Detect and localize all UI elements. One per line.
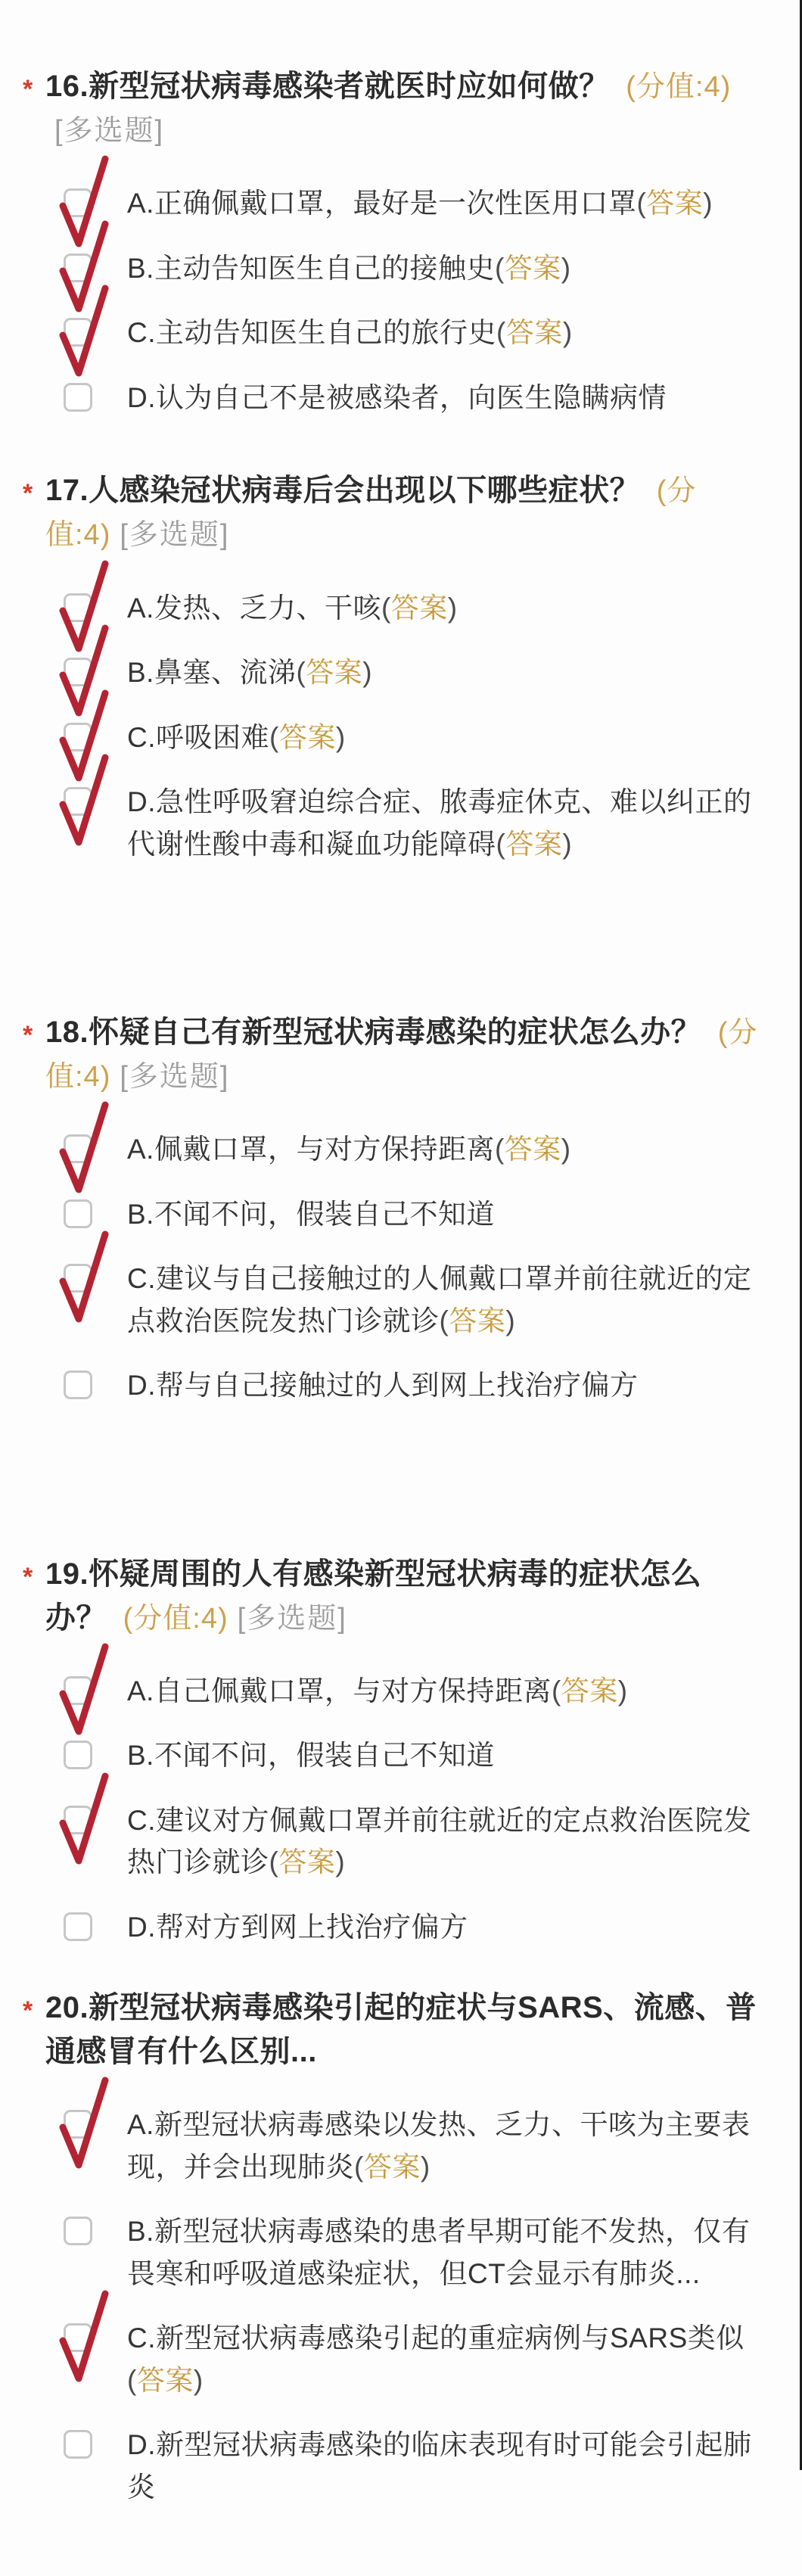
- question-19: [23, 1552, 758, 1949]
- option-text: B.新型冠状病毒感染的患者早期可能不发热，仅有畏寒和呼吸道感染症状，但CT会显示有肺炎...: [127, 2216, 751, 2289]
- question-17: [23, 468, 758, 865]
- option-text: D.急性呼吸窘迫综合症、脓毒症休克、难以纠正的代谢性酸中毒和凝血功能障碍(答案): [127, 786, 752, 860]
- option-row[interactable]: [64, 312, 758, 354]
- answer-tag: (答案): [494, 252, 571, 284]
- checkmark-icon: [57, 2073, 113, 2173]
- score-label: (分值:4): [626, 71, 732, 104]
- question-text: 新型冠状病毒感染引起的症状与SARS、流感、普通感冒有什么区别...: [45, 1991, 757, 2069]
- answer-tag: (答案): [269, 721, 346, 753]
- option-row[interactable]: [64, 587, 758, 630]
- question-type-badge: [多选题]: [237, 1602, 347, 1635]
- option-row[interactable]: [64, 247, 758, 290]
- answer-tag: (答案): [496, 317, 573, 349]
- checkbox[interactable]: [64, 593, 92, 622]
- option-row[interactable]: [64, 2317, 758, 2401]
- option-row[interactable]: [64, 1734, 758, 1777]
- required-mark: *: [23, 1996, 33, 2026]
- checkmark-icon: [57, 281, 113, 381]
- question-number: 18.: [45, 1016, 89, 1050]
- answer-tag: (答案): [636, 188, 713, 219]
- question-text: 新型冠状病毒感染者就医时应如何做？: [89, 70, 610, 104]
- checkbox[interactable]: [64, 1199, 92, 1228]
- option-row[interactable]: [64, 1906, 758, 1949]
- answer-tag: (答案): [551, 1675, 628, 1706]
- option-text: C.建议与自己接触过的人佩戴口罩并前往就近的定点救治医院发热门诊就诊(答案): [127, 1263, 752, 1336]
- required-mark: *: [23, 75, 33, 104]
- question-text: 怀疑周围的人有感染新型冠状病毒的症状怎么办？: [45, 1557, 702, 1635]
- score-label: (分值:4): [45, 1017, 758, 1094]
- question-title: [23, 468, 758, 556]
- question-type-badge: [多选题]: [120, 1061, 230, 1094]
- option-text: C.建议对方佩戴口罩并前往就近的定点救治医院发热门诊就诊(答案): [127, 1804, 752, 1878]
- options-list: [64, 1670, 758, 1949]
- option-text: A.发热、乏力、干咳(答案): [127, 592, 458, 624]
- question-20: [23, 1986, 758, 2508]
- option-text: A.新型冠状病毒感染以发热、乏力、干咳为主要表现，并会出现肺炎(答案): [127, 2109, 751, 2182]
- checkmark-icon: [57, 1227, 113, 1327]
- question-text: 人感染冠状病毒后会出现以下哪些症状？: [89, 474, 641, 508]
- checkbox[interactable]: [64, 787, 92, 816]
- option-row[interactable]: [64, 717, 758, 759]
- checkmark-icon: [57, 556, 113, 656]
- checkbox[interactable]: [64, 2323, 92, 2352]
- option-row[interactable]: [64, 1193, 758, 1236]
- option-text: B.不闻不问，假装自己不知道: [127, 1740, 495, 1772]
- required-mark: *: [23, 1021, 33, 1050]
- checkbox[interactable]: [64, 1134, 92, 1163]
- question-type-badge: [多选题]: [120, 519, 230, 552]
- option-row[interactable]: [64, 1670, 758, 1713]
- option-text: B.主动告知医生自己的接触史(答案): [127, 252, 571, 284]
- checkmark-icon: [57, 151, 113, 251]
- checkmark-icon: [57, 621, 113, 720]
- option-row[interactable]: [64, 2210, 758, 2294]
- checkmark-icon: [57, 1639, 113, 1739]
- checkbox[interactable]: [64, 2217, 92, 2245]
- question-title: [23, 64, 758, 152]
- answer-tag: (答案): [127, 2364, 204, 2396]
- answer-tag: (答案): [439, 1305, 516, 1336]
- option-row[interactable]: [64, 377, 758, 419]
- checkmark-icon: [57, 216, 113, 316]
- option-text: B.鼻塞、流涕(答案): [127, 657, 373, 689]
- checkbox[interactable]: [64, 1741, 92, 1769]
- option-text: A.正确佩戴口罩，最好是一次性医用口罩(答案): [127, 188, 713, 219]
- answer-tag: (答案): [494, 1134, 571, 1165]
- answer-tag: (答案): [269, 1846, 346, 1878]
- checkbox[interactable]: [64, 318, 92, 347]
- options-list: [64, 182, 758, 418]
- option-row[interactable]: [64, 1364, 758, 1407]
- checkmark-icon: [57, 2286, 113, 2386]
- checkbox[interactable]: [64, 2430, 92, 2459]
- checkmark-icon: [57, 1769, 113, 1868]
- option-row[interactable]: [64, 1128, 758, 1171]
- question-number: 20.: [45, 1991, 89, 2025]
- answer-tag: (答案): [354, 2151, 431, 2182]
- option-text: D.帮对方到网上找治疗偏方: [127, 1911, 468, 1943]
- question-number: 16.: [45, 70, 89, 104]
- option-text: A.自己佩戴口罩，与对方保持距离(答案): [127, 1675, 628, 1706]
- answer-tag: (答案): [381, 592, 458, 624]
- option-row[interactable]: [64, 2104, 758, 2188]
- option-text: C.呼吸困难(答案): [127, 721, 346, 753]
- checkmark-icon: [57, 686, 113, 786]
- option-text: D.认为自己不是被感染者，向医生隐瞒病情: [127, 381, 667, 413]
- options-list: [64, 2104, 758, 2508]
- option-text: D.帮与自己接触过的人到网上找治疗偏方: [127, 1370, 639, 1402]
- option-text: B.不闻不问，假装自己不知道: [127, 1198, 495, 1230]
- checkbox[interactable]: [64, 1676, 92, 1705]
- checkbox[interactable]: [64, 658, 92, 686]
- option-row[interactable]: [64, 1258, 758, 1342]
- answer-tag: (答案): [296, 657, 373, 689]
- checkbox[interactable]: [64, 1912, 92, 1941]
- checkbox[interactable]: [64, 188, 92, 217]
- options-list: [64, 1128, 758, 1407]
- option-row[interactable]: [64, 781, 758, 865]
- question-title: [23, 1986, 758, 2074]
- question-16: [23, 64, 758, 418]
- score-label: (分值:4): [123, 1602, 228, 1635]
- checkbox[interactable]: [64, 2110, 92, 2139]
- question-type-badge: [多选题]: [54, 115, 165, 148]
- question-18: [23, 1010, 758, 1407]
- question-title: [23, 1010, 758, 1098]
- option-text: D.新型冠状病毒感染的临床表现有时可能会引起肺炎: [127, 2429, 752, 2503]
- option-text: A.佩戴口罩，与对方保持距离(答案): [127, 1134, 571, 1165]
- checkbox[interactable]: [64, 383, 92, 412]
- question-title: [23, 1552, 758, 1640]
- checkbox[interactable]: [64, 1264, 92, 1293]
- option-row[interactable]: [64, 182, 758, 225]
- option-row[interactable]: [64, 652, 758, 694]
- checkmark-icon: [57, 1097, 113, 1197]
- option-text: C.主动告知医生自己的旅行史(答案): [127, 317, 573, 349]
- checkmark-icon: [57, 750, 113, 850]
- answer-tag: (答案): [496, 828, 573, 860]
- question-number: 19.: [45, 1557, 89, 1591]
- question-number: 17.: [45, 474, 89, 508]
- question-text: 怀疑自己有新型冠状病毒感染的症状怎么办？: [89, 1016, 702, 1050]
- checkbox[interactable]: [64, 254, 92, 282]
- option-row[interactable]: [64, 1800, 758, 1884]
- option-row[interactable]: [64, 2424, 758, 2508]
- required-mark: *: [23, 1562, 33, 1591]
- option-text: C.新型冠状病毒感染引起的重症病例与SARS类似(答案): [127, 2322, 744, 2396]
- checkbox[interactable]: [64, 1370, 92, 1399]
- checkbox[interactable]: [64, 723, 92, 751]
- required-mark: *: [23, 479, 33, 509]
- checkbox[interactable]: [64, 1806, 92, 1834]
- options-list: [64, 587, 758, 866]
- score-label: (分值:4): [45, 475, 697, 552]
